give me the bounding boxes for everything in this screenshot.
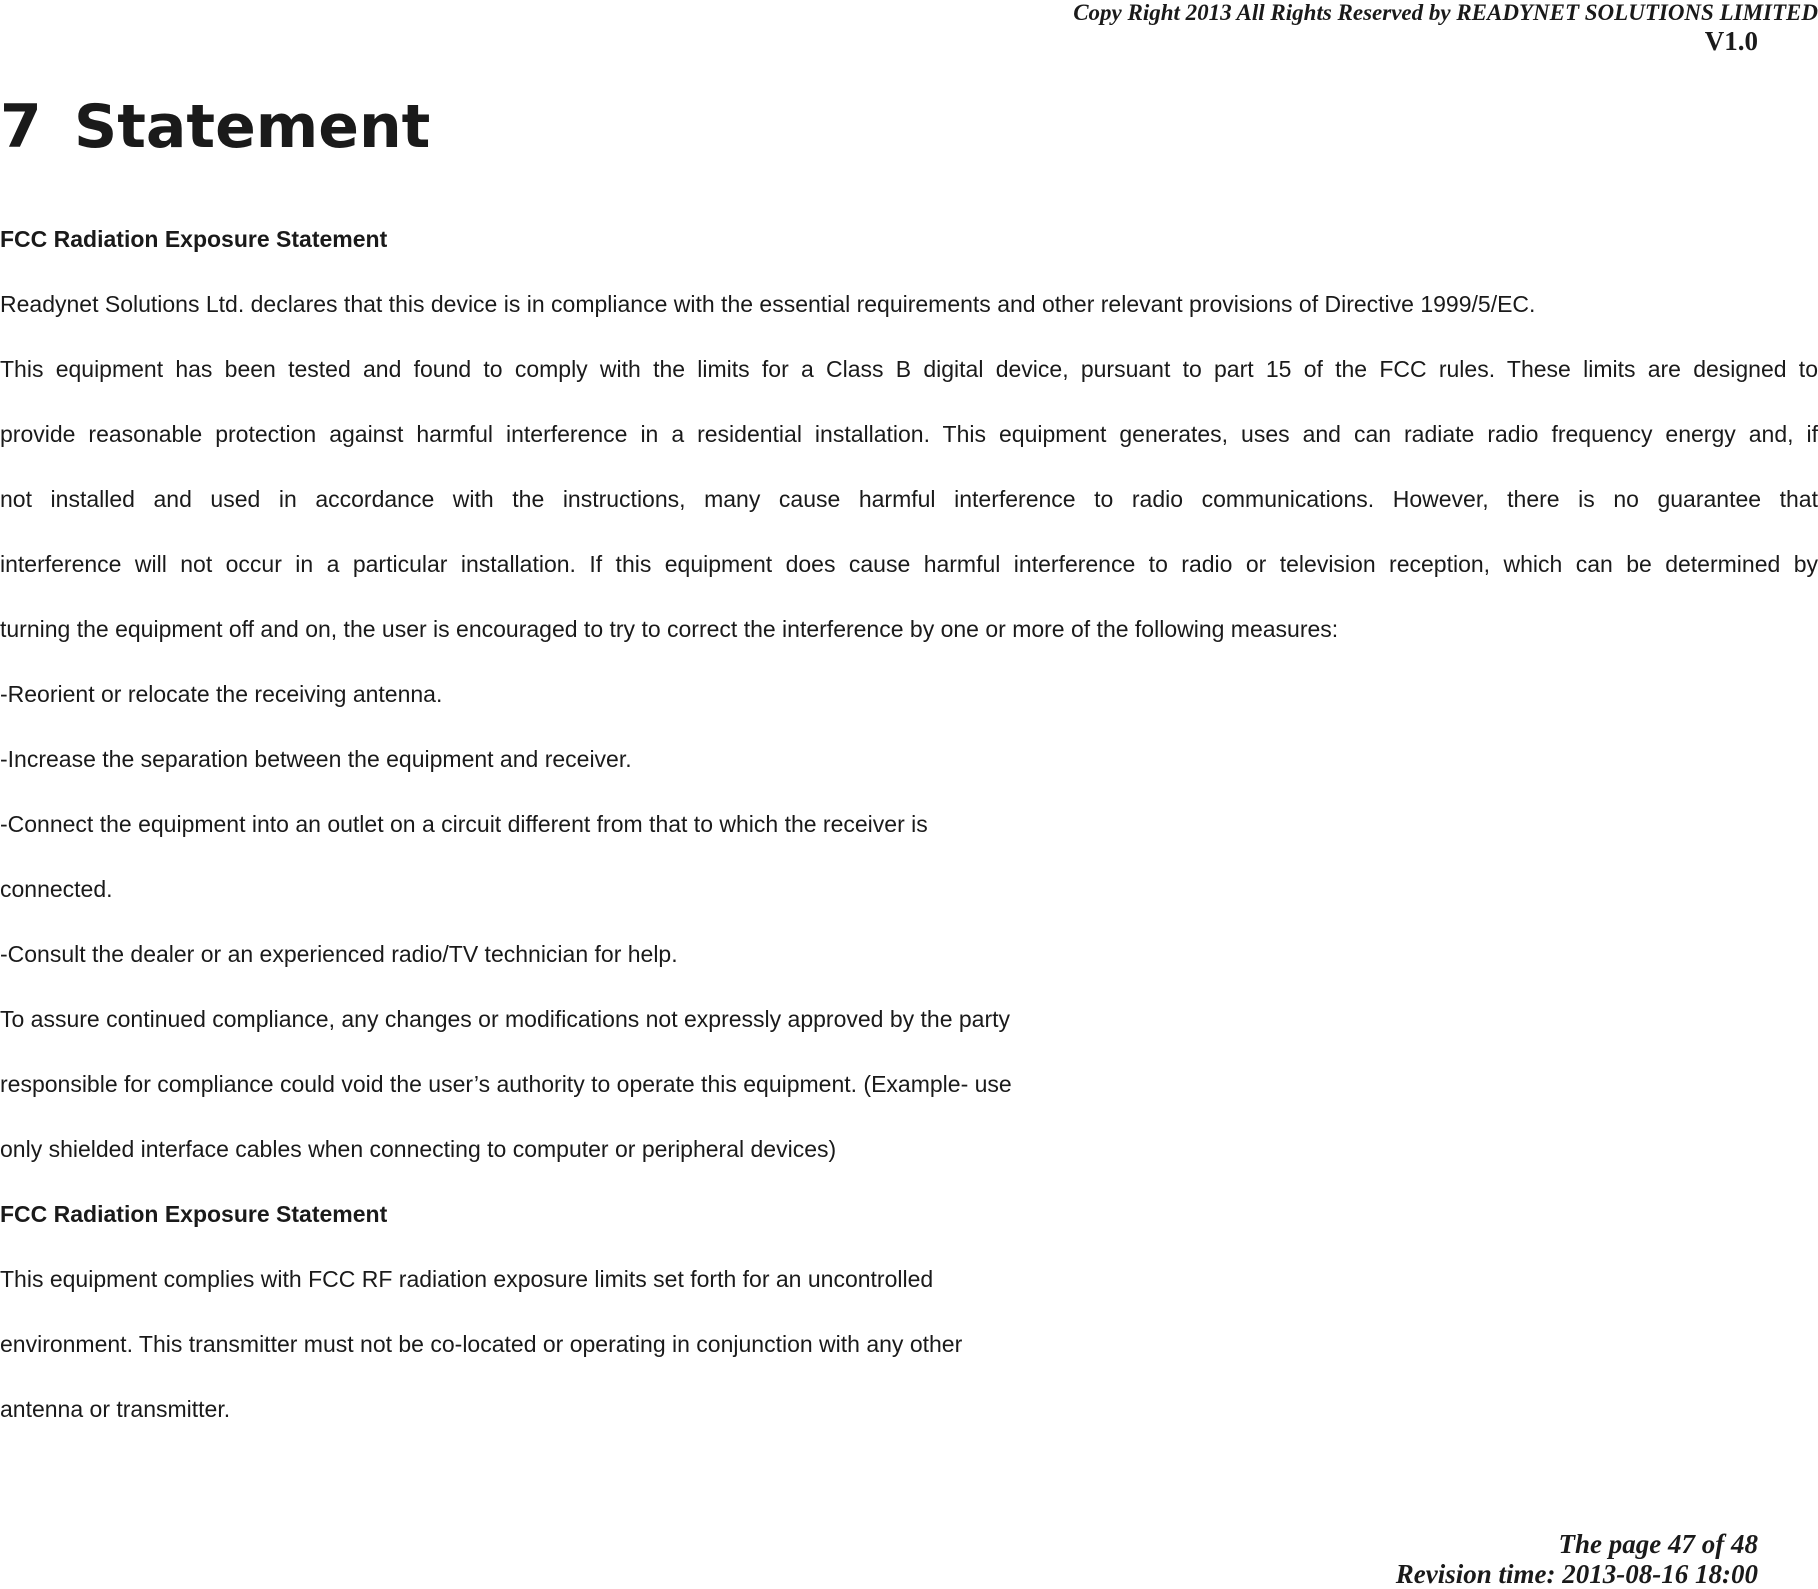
body-text-line: -Reorient or relocate the receiving antenna. — [0, 681, 443, 707]
chapter-title-text: Statement — [74, 92, 431, 162]
body-text-line: This equipment complies with FCC RF radiation exposure limits set forth for an uncontrolled — [0, 1266, 934, 1292]
body-text-line: only shielded interface cables when connecting to computer or peripheral devices) — [0, 1136, 837, 1162]
body-text-line: antenna or transmitter. — [0, 1396, 231, 1422]
body-text-line: -Consult the dealer or an experienced radio/TV technician for help. — [0, 941, 678, 967]
body-text-line: connected. — [0, 876, 113, 902]
chapter-title — [0, 92, 430, 162]
body-text-line: interference will not occur in a particular installation. If this equipment does cause harmful interference to radio or television reception, which can be determined by — [0, 551, 1818, 577]
body-text-line: not installed and used in accordance with the instructions, many cause harmful interference to radio communications. However, there is no guarantee that — [0, 486, 1818, 512]
body-text-line: provide reasonable protection against harmful interference in a residential installation. This equipment generates, uses and can radiate radio frequency energy and, if — [0, 421, 1818, 447]
statement-body — [0, 224, 1818, 1459]
body-text-line: This equipment has been tested and found to comply with the limits for a Class B digital device, pursuant to part 15 of the FCC rules. These limits are designed to — [0, 356, 1818, 382]
body-text-line: environment. This transmitter must not be co-located or operating in conjunction with any other — [0, 1331, 963, 1357]
body-text-line: turning the equipment off and on, the user is encouraged to try to correct the interference by one or more of the following measures: — [0, 616, 1339, 642]
body-text-line: responsible for compliance could void the user’s authority to operate this equipment. (Example- use — [0, 1071, 1012, 1097]
body-text-line: Readynet Solutions Ltd. declares that this device is in compliance with the essential requirements and other relevant provisions of Directive 1999/5/EC. — [0, 291, 1536, 317]
section-heading: FCC Radiation Exposure Statement — [0, 1201, 388, 1227]
page-number: The page 47 of 48 — [1558, 1529, 1758, 1559]
body-text-line: To assure continued compliance, any changes or modifications not expressly approved by the party — [0, 1006, 1011, 1032]
body-text-line: -Increase the separation between the equipment and receiver. — [0, 746, 632, 772]
document-version: V1.0 — [1704, 26, 1758, 56]
section-heading: FCC Radiation Exposure Statement — [0, 226, 388, 252]
body-text-line: -Connect the equipment into an outlet on a circuit different from that to which the receiver is — [0, 811, 928, 837]
header-copyright: Copy Right 2013 All Rights Reserved by READYNET SOLUTIONS LIMITED — [1073, 0, 1818, 25]
chapter-number: 7 — [0, 92, 42, 162]
revision-time: Revision time: 2013-08-16 18:00 — [1395, 1559, 1758, 1589]
